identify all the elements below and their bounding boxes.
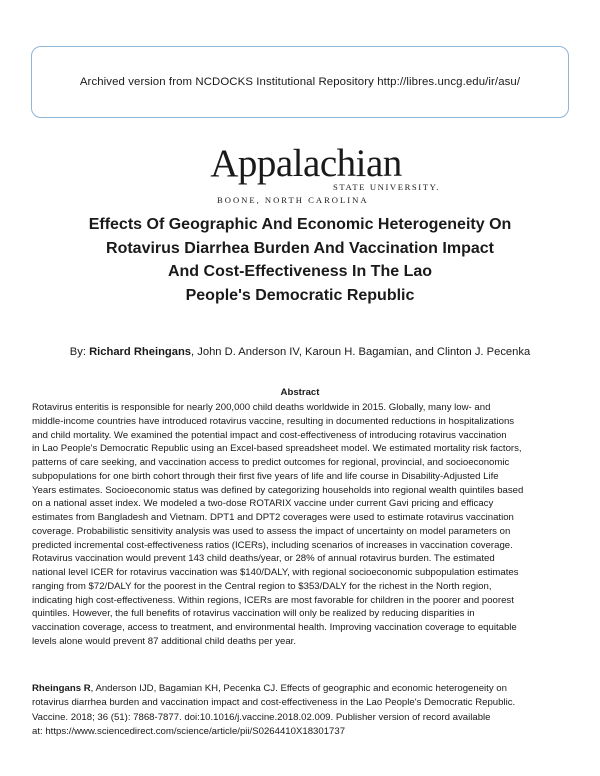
- abstract-line: national level ICER for rotavirus vaccination was $140/DALY, with regional socioeconomic subpopulation estimates: [32, 567, 519, 578]
- citation-line: [32, 682, 570, 696]
- lead-author: Richard Rheingans: [89, 346, 192, 358]
- abstract-line: vaccination coverage, access to treatment, and environmental health. Improving vaccination coverage to equitable: [32, 622, 517, 633]
- citation-lead-author: Rheingans R: [32, 683, 91, 694]
- abstract-line: patterns of care seeking, and vaccination access to predict outcomes for regional, provincial, and socioeconomic: [32, 457, 510, 468]
- logo-subtitle: STATE UNIVERSITY.: [333, 182, 441, 192]
- abstract-heading: Abstract: [280, 387, 320, 398]
- repository-banner-text: Archived version from NCDOCKS Institutional Repository http://libres.uncg.edu/ir/asu/: [79, 76, 521, 88]
- abstract-line: and child mortality. We examined the potential impact and cost-effectiveness of introducing rotavirus vaccination: [32, 429, 507, 441]
- abstract-line: quintiles. However, the full benefits of rotavirus vaccination will only be realized by reducing disparities in: [32, 608, 475, 620]
- citation-line: rotavirus diarrhea burden and vaccination impact and cost-effectiveness in the Lao People's Democratic Republic.: [32, 697, 516, 709]
- co-authors: , John D. Anderson IV, Karoun H. Bagamian, and Clinton J. Pecenka: [191, 346, 531, 358]
- citation-text: , Anderson IJD, Bagamian KH, Pecenka CJ. Effects of geographic and economic heterogeneity on: [90, 683, 507, 694]
- abstract-line: levels alone would prevent 87 additional child deaths per year.: [32, 635, 297, 647]
- title-line: And Cost-Effectiveness In The Lao: [167, 263, 433, 280]
- abstract-line: Rotavirus enteritis is responsible for nearly 200,000 child deaths worldwide in 2015. Globally, many low- and: [32, 402, 491, 413]
- abstract-line: in Lao People's Democratic Republic using an Excel-based spreadsheet model. We estimated mortality risk factors,: [32, 443, 522, 455]
- abstract-line: Rotavirus vaccination would prevent 143 child deaths/year, or 28% of annual rotavirus burden. The estimated: [32, 553, 495, 565]
- abstract-line: predicted incremental cost-effectiveness ratios (ICERs), including scenarios of increases in vaccination coverage.: [32, 539, 513, 551]
- abstract-line: subpopulations for one birth cohort through their first five years of life and life course in Disability-Adjusted Life: [32, 470, 499, 482]
- abstract-line: estimates from Bangladesh and Vietnam. DPT1 and DPT2 coverages were used to estimate rotavirus vaccination: [32, 512, 514, 523]
- repository-banner: [31, 46, 569, 118]
- paper-title: [20, 213, 580, 307]
- title-line: People's Democratic Republic: [185, 286, 415, 304]
- citation-line: Vaccine. 2018; 36 (51): 7868-7877. doi:10.1016/j.vaccine.2018.02.009. Publisher version of record available: [32, 711, 491, 723]
- abstract-line: indicating high cost-effectiveness. Within regions, ICERs are most favorable for children in the poorer and poorest: [32, 594, 514, 606]
- logo-wordmark: Appalachian: [210, 142, 402, 185]
- title-line: Effects Of Geographic And Economic Heterogeneity On: [88, 216, 512, 233]
- abstract-line: on a national asset index. We modeled a two-dose ROTARIX vaccine under current Gavi pricing and efficacy: [32, 498, 494, 510]
- citation-link[interactable]: at: https://www.sciencedirect.com/science/article/pii/S0264410X18301737: [32, 726, 346, 738]
- abstract-line: ranging from $72/DALY for the poorest in the Central region to $353/DALY for the richest in the North region,: [32, 580, 492, 592]
- title-line: Rotavirus Diarrhea Burden And Vaccination Impact: [106, 239, 494, 257]
- abstract-line: middle-income countries have introduced rotavirus vaccine, resulting in documented reductions in hospitalizations: [32, 415, 515, 427]
- logo-location: BOONE, NORTH CAROLINA: [217, 195, 369, 205]
- citation-block: [32, 682, 570, 740]
- abstract-line: coverage. Probabilistic sensitivity analysis was used to assess the impact of uncertainty on model parameters on: [32, 525, 511, 537]
- author-line: [0, 346, 600, 358]
- abstract-body: [32, 401, 570, 649]
- abstract-line: Years estimates. Socioeconomic status was defined by categorizing households into regional wealth quintiles based: [32, 484, 524, 496]
- authors-prefix: By:: [69, 346, 86, 358]
- university-logo: [0, 142, 600, 205]
